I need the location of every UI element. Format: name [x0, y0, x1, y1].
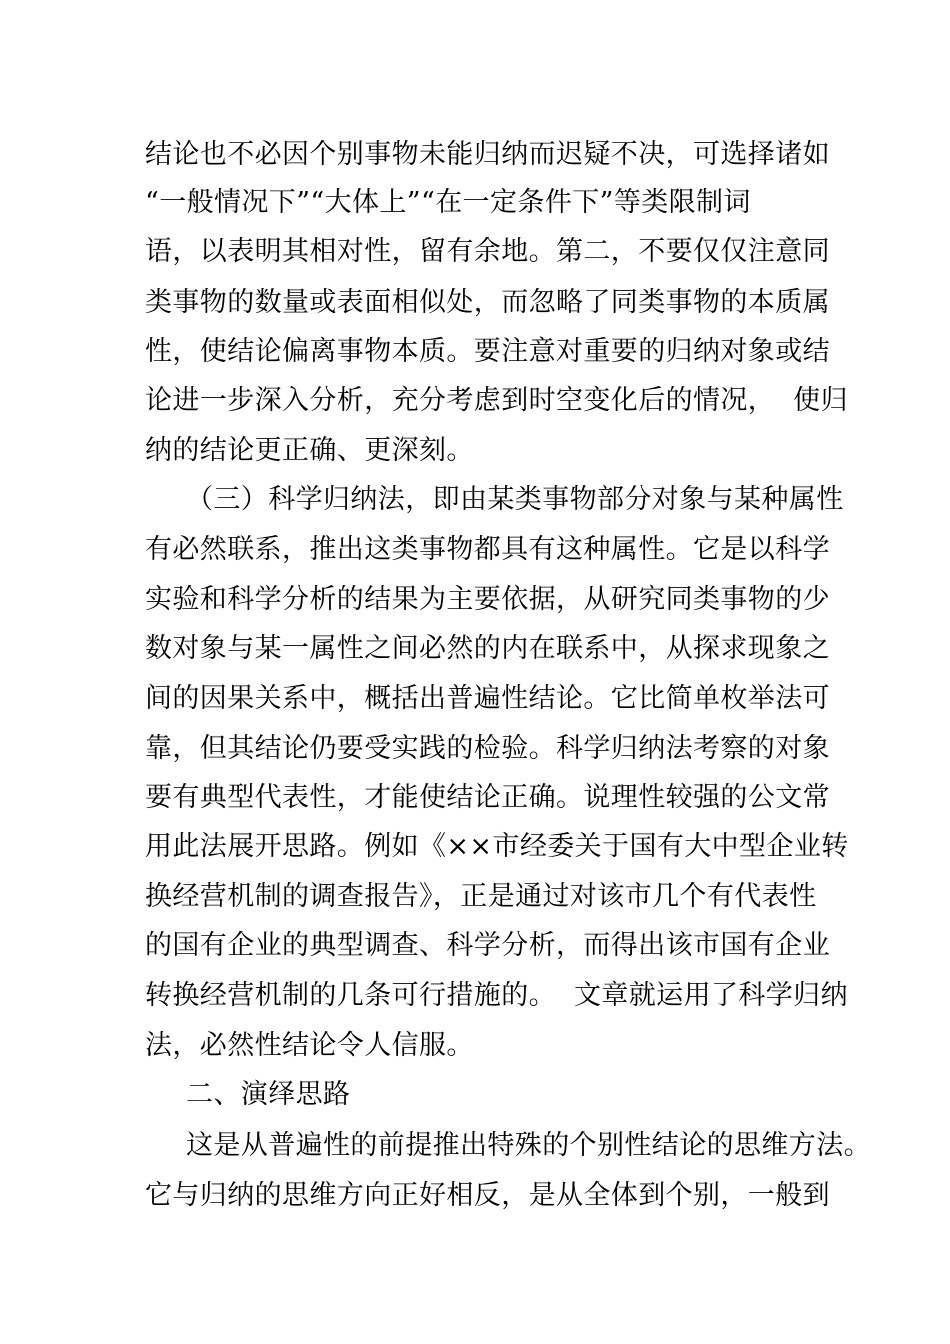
paragraph-start-line: 这是从普遍性的前提推出特殊的个别性结论的思维方法。 — [186, 1130, 871, 1161]
text-line: 靠，但其结论仍要受实践的检验。科学归纳法考察的对象 — [145, 733, 830, 764]
text-line: 转换经营机制的几条可行措施的。 文章就运用了科学归纳 — [145, 980, 848, 1011]
text-line: 的国有企业的典型调查、科学分析，而得出该市国有企业 — [145, 930, 830, 961]
paragraph-start-line: （三）科学归纳法，即由某类事物部分对象与某种属性 — [186, 484, 844, 515]
text-line: 性，使结论偏离事物本质。要注意对重要的归纳对象或结 — [145, 336, 830, 367]
text-line: 数对象与某一属性之间必然的内在联系中，从探求现象之 — [145, 633, 830, 664]
text-line: 换经营机制的调查报告》，正是通过对该市几个有代表性 — [145, 881, 817, 912]
section-heading: 二、演绎思路 — [186, 1079, 351, 1110]
text-line: 用此法展开思路。例如《××市经委关于国有大中型企业转 — [145, 831, 849, 862]
text-line: 要有典型代表性，才能使结论正确。说理性较强的公文常 — [145, 782, 830, 813]
text-line: 有必然联系，推出这类事物都具有这种属性。它是以科学 — [145, 534, 830, 565]
text-line: 类事物的数量或表面相似处，而忽略了同类事物的本质属 — [145, 287, 830, 318]
text-line: 法，必然性结论令人信服。 — [145, 1030, 474, 1061]
text-line: 结论也不必因个别事物未能归纳而迟疑不决，可选择诸如 — [145, 139, 830, 170]
text-line: 语，以表明其相对性，留有余地。第二，不要仅仅注意同 — [145, 236, 830, 267]
text-line: 实验和科学分析的结果为主要依据，从研究同类事物的少 — [145, 584, 830, 615]
text-line: 间的因果关系中，概括出普遍性结论。它比简单枚举法可 — [145, 683, 830, 714]
text-line: 它与归纳的思维方向正好相反，是从全体到个别，一般到 — [145, 1180, 830, 1211]
text-line: 纳的结论更正确、更深刻。 — [145, 435, 474, 466]
text-line: “一般情况下”“大体上”“在一定条件下”等类限制词 — [145, 187, 751, 218]
text-line: 论进一步深入分析，充分考虑到时空变化后的情况， 使归 — [145, 385, 848, 416]
